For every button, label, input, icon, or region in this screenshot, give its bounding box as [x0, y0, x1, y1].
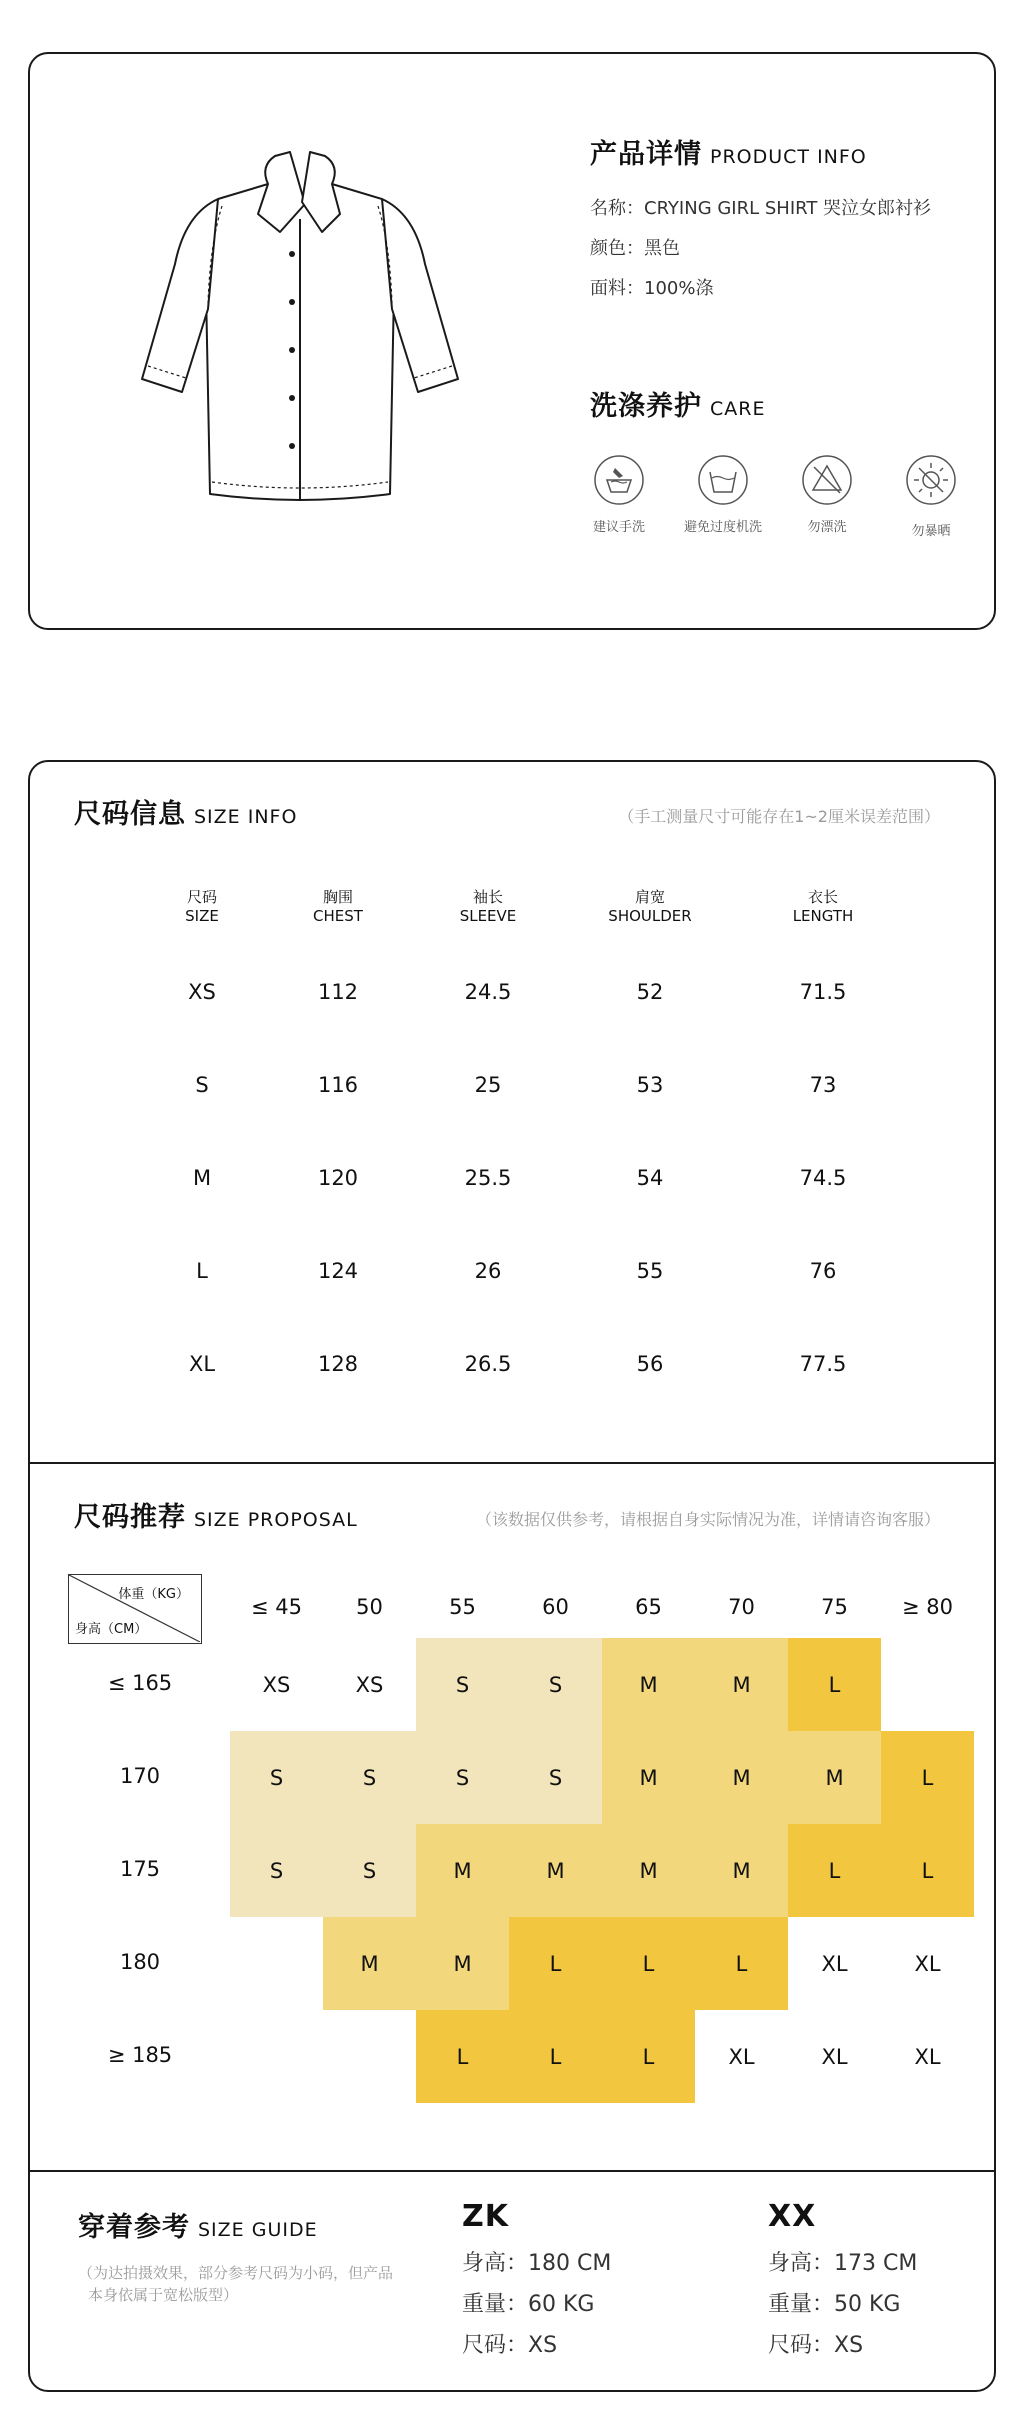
proposal-cell: S: [509, 1731, 602, 1824]
table-cell-sleeve: 26: [474, 1259, 502, 1283]
weight-column-label: ≥ 80: [902, 1595, 953, 1619]
size-guide-note-line-2: 本身依属于宽松版型）: [88, 2286, 239, 2304]
proposal-cell: XL: [881, 2010, 974, 2103]
column-header-shoulder: [580, 888, 720, 926]
table-cell-length: 73: [809, 1073, 837, 1097]
proposal-cell: M: [509, 1824, 602, 1917]
proposal-cell: XL: [788, 1917, 881, 2010]
model-size: 尺码：XS: [768, 2333, 864, 2358]
proposal-cell: M: [416, 1824, 509, 1917]
size-proposal-heading: [74, 1495, 358, 1534]
proposal-cell: XS: [230, 1638, 323, 1731]
model-zk: [462, 2199, 611, 2359]
care-label-no-sun: 勿暴晒: [911, 524, 951, 539]
proposal-cell: S: [416, 1638, 509, 1731]
column-header-zh: 肩宽: [634, 888, 665, 906]
column-header-en: CHEST: [313, 907, 363, 925]
proposal-cell: M: [323, 1917, 416, 2010]
column-header-size: [132, 888, 272, 926]
model-weight: 重量：50 KG: [768, 2292, 901, 2317]
care-title-zh: 洗涤养护: [590, 391, 702, 422]
care-title-en: CARE: [710, 398, 766, 420]
care-label-hand-wash: 建议手洗: [592, 520, 645, 535]
column-header-en: SIZE: [185, 907, 219, 925]
proposal-cell: L: [881, 1731, 974, 1824]
weight-column-label: 70: [728, 1595, 755, 1619]
product-info-title-en: PRODUCT INFO: [710, 146, 867, 168]
product-info-heading: [590, 132, 867, 171]
column-header-en: LENGTH: [792, 907, 854, 925]
table-cell-chest: 112: [317, 980, 359, 1004]
proposal-cell: XL: [788, 2010, 881, 2103]
table-cell-size: XL: [188, 1352, 216, 1376]
proposal-cell: M: [602, 1824, 695, 1917]
proposal-cell: S: [509, 1638, 602, 1731]
hand-wash-icon: [593, 454, 645, 506]
size-info-heading: [74, 792, 297, 831]
column-header-sleeve: [418, 888, 558, 926]
table-cell-sleeve: 25.5: [464, 1166, 512, 1190]
table-cell-size: S: [195, 1073, 209, 1097]
table-cell-sleeve: 25: [474, 1073, 502, 1097]
proposal-cell: M: [695, 1731, 788, 1824]
proposal-cell: [230, 2010, 323, 2103]
size-guide-note: [78, 2262, 393, 2306]
weight-column-label: 60: [542, 1595, 569, 1619]
table-cell-length: 76: [809, 1259, 837, 1283]
proposal-cell: M: [788, 1731, 881, 1824]
product-color-line: 颜色：黑色: [590, 238, 680, 259]
model-weight: 重量：60 KG: [462, 2292, 595, 2317]
machine-wash-icon: [697, 454, 749, 506]
height-row-label: 180: [119, 1950, 161, 1974]
product-info-card: [28, 52, 996, 630]
product-name-line: 名称：CRYING GIRL SHIRT 哭泣女郎衬衫: [590, 198, 932, 219]
height-row-label: ≥ 185: [107, 2043, 173, 2067]
size-proposal-note: （该数据仅供参考，请根据自身实际情况为准，详情请咨询客服）: [475, 1510, 940, 1529]
weight-column-label: 55: [449, 1595, 476, 1619]
corner-weight-label: 体重（KG）: [118, 1587, 189, 1602]
proposal-cell: S: [323, 1824, 416, 1917]
size-guide-note-line-1: （为达拍摄效果，部分参考尺码为小码，但产品: [78, 2264, 394, 2282]
table-cell-sleeve: 24.5: [464, 980, 512, 1004]
care-label-no-bleach: 勿漂洗: [807, 520, 847, 535]
weight-column-label: 75: [821, 1595, 848, 1619]
proposal-cell: XL: [881, 1917, 974, 2010]
column-header-zh: 尺码: [186, 888, 217, 906]
column-header-en: SHOULDER: [608, 907, 692, 925]
proposal-cell: XS: [323, 1638, 416, 1731]
size-guide-title-en: SIZE GUIDE: [198, 2219, 318, 2241]
size-proposal-title-en: SIZE PROPOSAL: [194, 1509, 358, 1531]
product-fabric-line: 面料：100%涤: [590, 278, 714, 299]
model-height: 身高：173 CM: [768, 2251, 918, 2276]
model-name: XX: [768, 2199, 817, 2234]
section-divider: [30, 1462, 994, 1464]
table-cell-chest: 128: [317, 1352, 359, 1376]
table-cell-length: 71.5: [799, 980, 847, 1004]
care-heading: [590, 384, 765, 423]
proposal-cell: S: [416, 1731, 509, 1824]
column-header-zh: 衣长: [807, 888, 838, 906]
table-cell-chest: 124: [317, 1259, 359, 1283]
no-bleach-icon: [801, 454, 853, 506]
size-proposal-title-zh: 尺码推荐: [74, 1502, 186, 1533]
size-guide-title-zh: 穿着参考: [78, 2212, 190, 2243]
column-header-zh: 袖长: [472, 888, 503, 906]
table-cell-size: M: [192, 1166, 212, 1190]
proposal-cell: XL: [695, 2010, 788, 2103]
proposal-cell: M: [602, 1638, 695, 1731]
proposal-corner-box: [68, 1574, 202, 1644]
care-label-machine-wash: 避免过度机洗: [683, 520, 762, 535]
size-info-title-en: SIZE INFO: [194, 806, 298, 828]
proposal-cell: L: [602, 1917, 695, 2010]
proposal-cell: L: [788, 1824, 881, 1917]
column-header-en: SLEEVE: [459, 907, 517, 925]
column-header-chest: [268, 888, 408, 926]
proposal-cell: L: [881, 1824, 974, 1917]
product-info-title-zh: 产品详情: [590, 139, 702, 170]
column-header-zh: 胸围: [322, 888, 353, 906]
table-cell-length: 77.5: [799, 1352, 847, 1376]
size-info-title-zh: 尺码信息: [74, 799, 186, 830]
proposal-cell: S: [323, 1731, 416, 1824]
table-cell-size: L: [196, 1259, 208, 1283]
proposal-cell: S: [230, 1824, 323, 1917]
proposal-cell: L: [509, 1917, 602, 2010]
height-row-label: ≤ 165: [107, 1671, 173, 1695]
proposal-cell: L: [788, 1638, 881, 1731]
proposal-cell: [323, 2010, 416, 2103]
proposal-cell: L: [509, 2010, 602, 2103]
table-cell-size: XS: [188, 980, 216, 1004]
table-cell-chest: 116: [317, 1073, 359, 1097]
proposal-cell: L: [416, 2010, 509, 2103]
proposal-cell: L: [695, 1917, 788, 2010]
no-sun-icon: [905, 454, 957, 506]
table-cell-length: 74.5: [799, 1166, 847, 1190]
proposal-cell: M: [416, 1917, 509, 2010]
proposal-cell: [881, 1638, 974, 1731]
model-size: 尺码：XS: [462, 2333, 558, 2358]
model-height: 身高：180 CM: [462, 2251, 612, 2276]
table-cell-shoulder: 56: [636, 1352, 664, 1376]
proposal-cell: M: [695, 1824, 788, 1917]
size-card: [28, 760, 996, 2392]
shirt-illustration: [140, 144, 460, 514]
proposal-cell: S: [230, 1731, 323, 1824]
table-cell-shoulder: 52: [636, 980, 664, 1004]
table-cell-shoulder: 53: [636, 1073, 664, 1097]
weight-column-label: ≤ 45: [251, 1595, 302, 1619]
weight-column-label: 50: [356, 1595, 383, 1619]
model-xx: [768, 2199, 917, 2359]
column-header-length: [753, 888, 893, 926]
proposal-cell: M: [695, 1638, 788, 1731]
proposal-cell: L: [602, 2010, 695, 2103]
corner-height-label: 身高（CM）: [75, 1622, 148, 1637]
table-cell-shoulder: 55: [636, 1259, 664, 1283]
height-row-label: 175: [119, 1857, 161, 1881]
size-info-note: （手工测量尺寸可能存在1~2厘米误差范围）: [618, 807, 940, 826]
proposal-cell: [230, 1917, 323, 2010]
size-guide-heading: [78, 2205, 318, 2244]
weight-column-label: 65: [635, 1595, 662, 1619]
proposal-cell: M: [602, 1731, 695, 1824]
table-cell-shoulder: 54: [636, 1166, 664, 1190]
model-name: ZK: [462, 2199, 509, 2234]
height-row-label: 170: [119, 1764, 161, 1788]
table-cell-sleeve: 26.5: [464, 1352, 512, 1376]
section-divider: [30, 2170, 994, 2172]
table-cell-chest: 120: [317, 1166, 359, 1190]
